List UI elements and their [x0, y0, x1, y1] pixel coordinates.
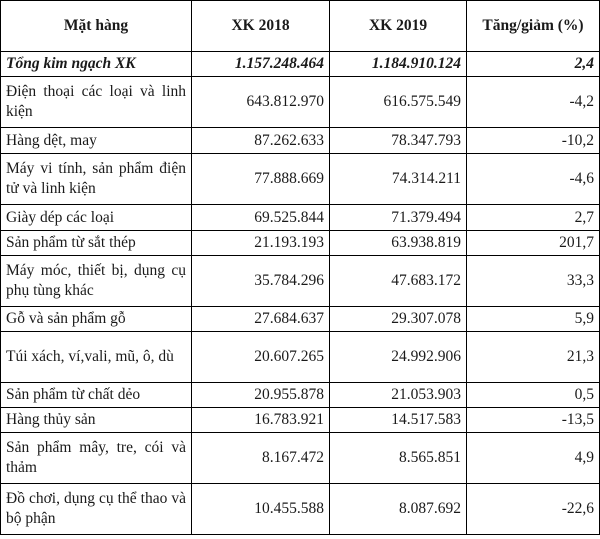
change-cell: -22,6 — [467, 484, 600, 535]
xk2019-cell: 78.347.793 — [330, 128, 467, 154]
item-cell: Máy móc, thiết bị, dụng cụ phụ tùng khác — [1, 256, 192, 307]
xk2019-cell: 8.087.692 — [330, 484, 467, 535]
table-row — [1, 205, 600, 231]
xk2019-cell: 63.938.819 — [330, 231, 467, 256]
xk2018-cell: 69.525.844 — [192, 205, 330, 231]
xk2018-cell: 643.812.970 — [192, 77, 330, 128]
total-item: Tổng kim ngạch XK — [1, 52, 192, 77]
item-cell: Sản phẩm từ chất dẻo — [1, 383, 192, 408]
total-row — [1, 52, 600, 77]
total-xk2018: 1.157.248.464 — [192, 52, 330, 77]
header-change: Tăng/giảm (%) — [467, 1, 600, 52]
table-row — [1, 408, 600, 433]
xk2018-cell: 20.955.878 — [192, 383, 330, 408]
item-cell: Sản phẩm từ sắt thép — [1, 231, 192, 256]
change-cell: 4,9 — [467, 433, 600, 484]
item-cell: Giày dép các loại — [1, 205, 192, 231]
item-cell: Máy vi tính, sản phẩm điện tử và linh kiện — [1, 154, 192, 205]
xk2019-cell: 21.053.903 — [330, 383, 467, 408]
total-change: 2,4 — [467, 52, 600, 77]
header-row — [1, 1, 600, 52]
xk2018-cell: 87.262.633 — [192, 128, 330, 154]
header-item: Mặt hàng — [1, 1, 192, 52]
xk2019-cell: 71.379.494 — [330, 205, 467, 231]
xk2019-cell: 47.683.172 — [330, 256, 467, 307]
table-row — [1, 484, 600, 535]
xk2019-cell: 29.307.078 — [330, 307, 467, 332]
item-cell: Sản phẩm mây, tre, cói và thảm — [1, 433, 192, 484]
change-cell: -4,6 — [467, 154, 600, 205]
item-cell: Hàng dệt, may — [1, 128, 192, 154]
header-xk2019: XK 2019 — [330, 1, 467, 52]
xk2018-cell: 27.684.637 — [192, 307, 330, 332]
xk2018-cell: 8.167.472 — [192, 433, 330, 484]
change-cell: 0,5 — [467, 383, 600, 408]
item-cell: Hàng thủy sản — [1, 408, 192, 433]
xk2019-cell: 8.565.851 — [330, 433, 467, 484]
xk2019-cell: 24.992.906 — [330, 332, 467, 383]
table-row — [1, 256, 600, 307]
change-cell: 2,7 — [467, 205, 600, 231]
xk2019-cell: 14.517.583 — [330, 408, 467, 433]
change-cell: -13,5 — [467, 408, 600, 433]
item-cell: Gỗ và sản phẩm gỗ — [1, 307, 192, 332]
item-cell: Đồ chơi, dụng cụ thể thao và bộ phận — [1, 484, 192, 535]
table-row — [1, 307, 600, 332]
total-xk2019: 1.184.910.124 — [330, 52, 467, 77]
xk2018-cell: 77.888.669 — [192, 154, 330, 205]
xk2018-cell: 20.607.265 — [192, 332, 330, 383]
table-row — [1, 433, 600, 484]
xk2018-cell: 16.783.921 — [192, 408, 330, 433]
xk2018-cell: 21.193.193 — [192, 231, 330, 256]
table-row — [1, 128, 600, 154]
change-cell: 5,9 — [467, 307, 600, 332]
table-row — [1, 77, 600, 128]
item-cell: Điện thoại các loại và linh kiện — [1, 77, 192, 128]
item-cell: Túi xách, ví,vali, mũ, ô, dù — [1, 332, 192, 383]
table-row — [1, 383, 600, 408]
change-cell: -10,2 — [467, 128, 600, 154]
change-cell: 33,3 — [467, 256, 600, 307]
change-cell: 21,3 — [467, 332, 600, 383]
xk2018-cell: 10.455.588 — [192, 484, 330, 535]
xk2018-cell: 35.784.296 — [192, 256, 330, 307]
change-cell: -4,2 — [467, 77, 600, 128]
xk2019-cell: 74.314.211 — [330, 154, 467, 205]
header-xk2018: XK 2018 — [192, 1, 330, 52]
xk2019-cell: 616.575.549 — [330, 77, 467, 128]
table-row — [1, 231, 600, 256]
table-row — [1, 154, 600, 205]
change-cell: 201,7 — [467, 231, 600, 256]
table-row — [1, 332, 600, 383]
